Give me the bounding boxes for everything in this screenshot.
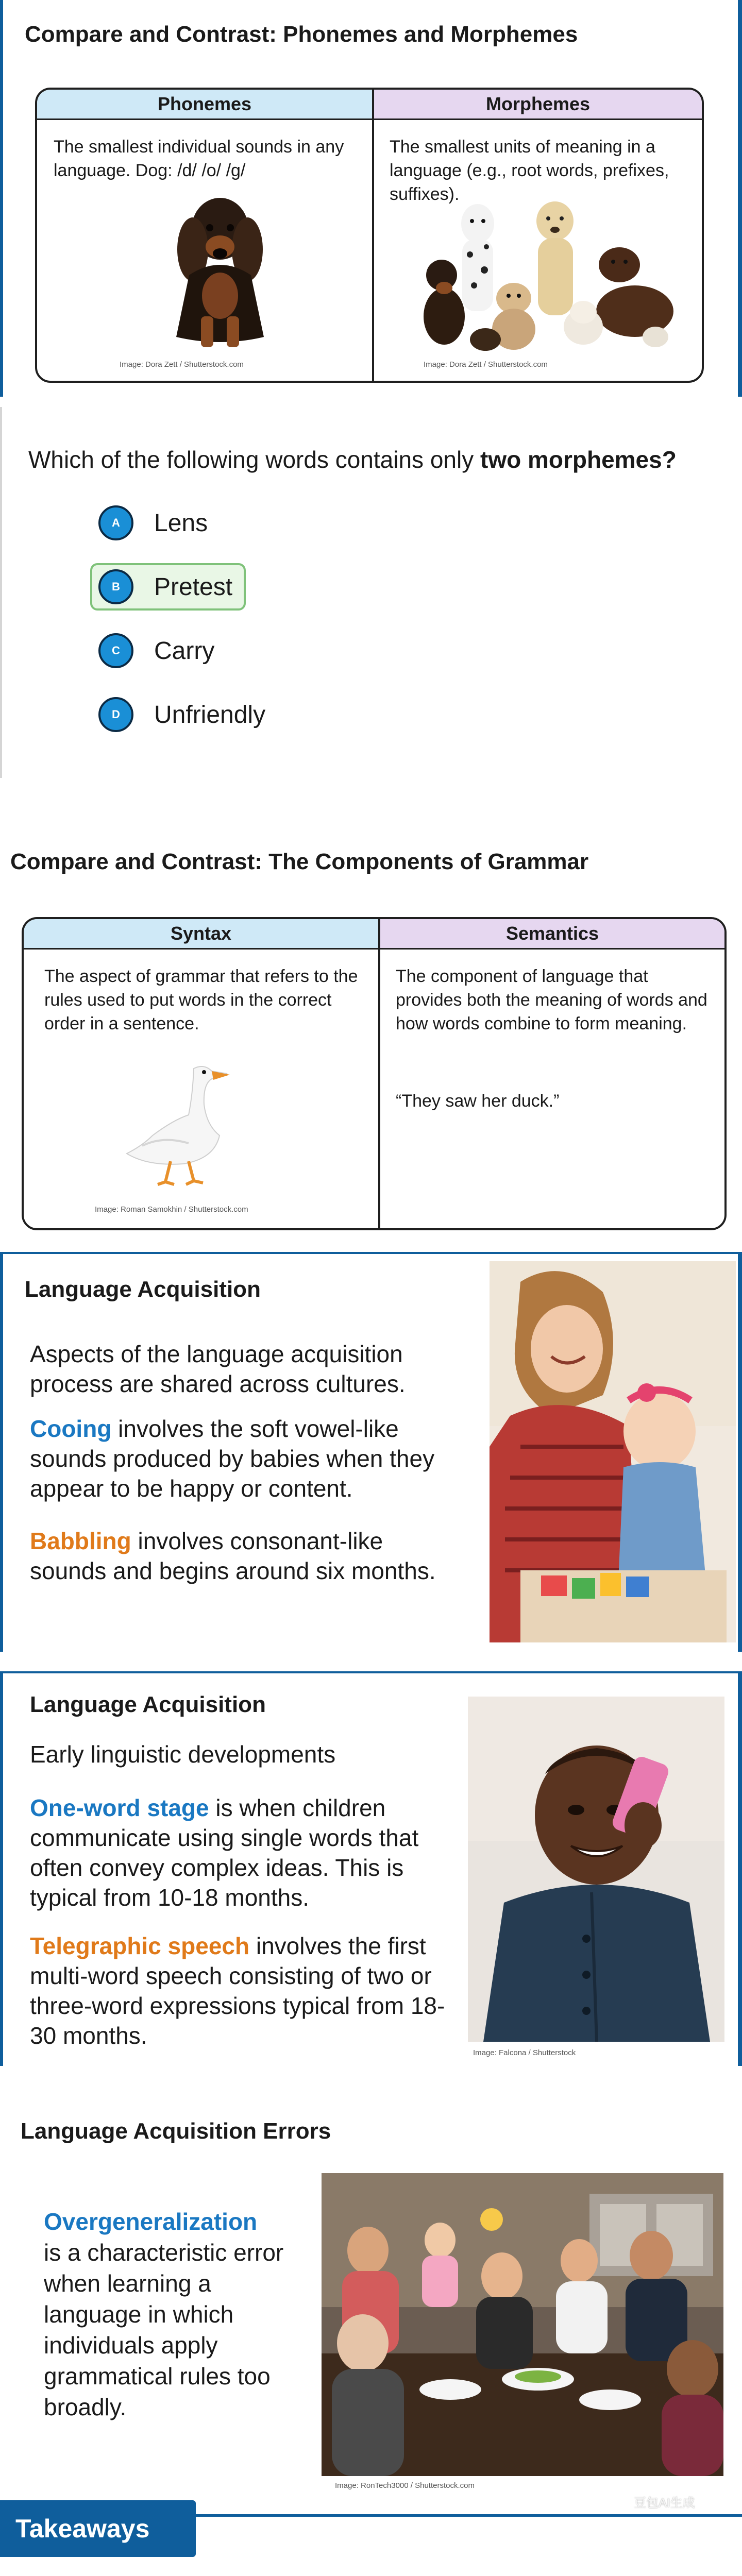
slide-title: Language Acquisition <box>25 1277 261 1302</box>
option-d[interactable] <box>90 691 265 738</box>
option-label: Unfriendly <box>154 701 266 728</box>
slide-language-acquisition-1 <box>0 1252 742 1652</box>
dog-photo <box>161 193 279 352</box>
cooing-term: Cooing <box>30 1415 112 1442</box>
semantics-header: Semantics <box>380 919 724 950</box>
option-a[interactable] <box>90 499 208 547</box>
slide-border-left <box>0 407 2 778</box>
option-b[interactable] <box>90 563 246 611</box>
option-label: Lens <box>154 509 208 537</box>
morphemes-header: Morphemes <box>374 90 702 120</box>
column-divider <box>372 90 374 381</box>
option-c[interactable] <box>90 627 214 674</box>
syntax-header: Syntax <box>24 919 378 950</box>
slide-language-acquisition-errors <box>0 2084 742 2509</box>
slide-border-left <box>0 0 3 397</box>
intro-text: Early linguistic developments <box>30 1741 336 1768</box>
option-letter-badge: A <box>98 505 133 540</box>
slide-language-acquisition-2 <box>0 1671 742 2066</box>
takeaways-title: Takeaways <box>0 2500 196 2557</box>
watermark: 豆包AI生成 <box>634 2496 695 2509</box>
image-credit-right: Image: Dora Zett / Shutterstock.com <box>424 360 548 369</box>
quiz-question-emphasis: two morphemes? <box>480 446 677 473</box>
telegraphic-speech-text: involves the first multi-word speech consisting of two or three-word expressions typical from 18-30 months. <box>30 1933 445 2049</box>
overgeneralization-text: is a characteristic error when learning a language in which individuals apply grammatical rules too broadly. <box>44 2239 284 2420</box>
overgeneralization-term: Overgeneralization <box>44 2208 258 2235</box>
morphemes-definition: The smallest units of meaning in a language (e.g., root words, prefixes, suffixes). <box>390 137 669 204</box>
option-letter-badge: D <box>98 697 133 732</box>
babbling-term: Babbling <box>30 1528 131 1554</box>
cooing-text: involves the soft vowel-like sounds produced by babies when they appear to be happy or content. <box>30 1415 435 1502</box>
option-label: Carry <box>154 637 215 665</box>
slide-border-right <box>738 1254 742 1652</box>
intro-text: Aspects of the language acquisition process are shared across cultures. <box>30 1341 406 1397</box>
cooing-definition <box>30 1414 447 1503</box>
toddler-phone-photo <box>468 1697 724 2042</box>
image-credit: Image: RonTech3000 / Shutterstock.com <box>335 2481 475 2490</box>
mother-baby-photo <box>490 1261 736 1642</box>
phonemes-definition: The smallest individual sounds in any language. Dog: /d/ /o/ /g/ <box>54 137 344 180</box>
image-credit: Image: Falcona / Shutterstock <box>473 2048 576 2057</box>
slide-title: Compare and Contrast: The Components of Grammar <box>10 849 589 874</box>
goose-photo <box>111 1058 245 1187</box>
slide-border-right <box>738 1673 742 2066</box>
syntax-definition: The aspect of grammar that refers to the rules used to put words in the correct order in a sentence. <box>44 967 358 1033</box>
slide-border-right <box>738 0 742 397</box>
overgeneralization-definition <box>44 2206 301 2422</box>
semantics-example-quote: “They saw her duck.” <box>396 1091 560 1111</box>
slide-border-left <box>0 1673 3 2066</box>
quiz-question <box>28 446 677 473</box>
babbling-text: involves consonant-like sounds and begins around six months. <box>30 1528 436 1584</box>
telegraphic-speech-term: Telegraphic speech <box>30 1933 250 1959</box>
one-word-stage-definition <box>30 1793 452 1912</box>
babbling-definition <box>30 1526 447 1586</box>
slide-title: Compare and Contrast: Phonemes and Morphemes <box>25 22 578 47</box>
column-divider <box>378 919 380 1228</box>
slide-phonemes-morphemes <box>0 0 742 397</box>
slide-title: Language Acquisition <box>30 1692 266 1717</box>
one-word-stage-text: is when children communicate using single words that often convey complex ideas. This is typical from 10-18 months. <box>30 1794 419 1911</box>
family-dinner-photo <box>322 2173 723 2476</box>
semantics-definition: The component of language that provides both the meaning of words and how words combine to form meaning. <box>396 967 707 1033</box>
option-letter-badge: C <box>98 633 133 668</box>
compare-table <box>35 88 704 383</box>
slide-components-of-grammar <box>0 824 742 1257</box>
compare-table <box>22 917 727 1230</box>
dogs-group-photo <box>418 198 676 352</box>
option-label: Pretest <box>154 573 233 601</box>
option-letter-badge: B <box>98 569 133 604</box>
slide-border-left <box>0 1254 3 1652</box>
one-word-stage-term: One-word stage <box>30 1794 209 1821</box>
quiz-question-start: Which of the following words contains only <box>28 446 480 473</box>
image-credit-left: Image: Dora Zett / Shutterstock.com <box>120 360 244 369</box>
slide-title: Language Acquisition Errors <box>21 2119 331 2144</box>
phonemes-header: Phonemes <box>37 90 372 120</box>
telegraphic-speech-definition <box>30 1931 452 2050</box>
image-credit-left: Image: Roman Samokhin / Shutterstock.com <box>95 1205 248 1214</box>
